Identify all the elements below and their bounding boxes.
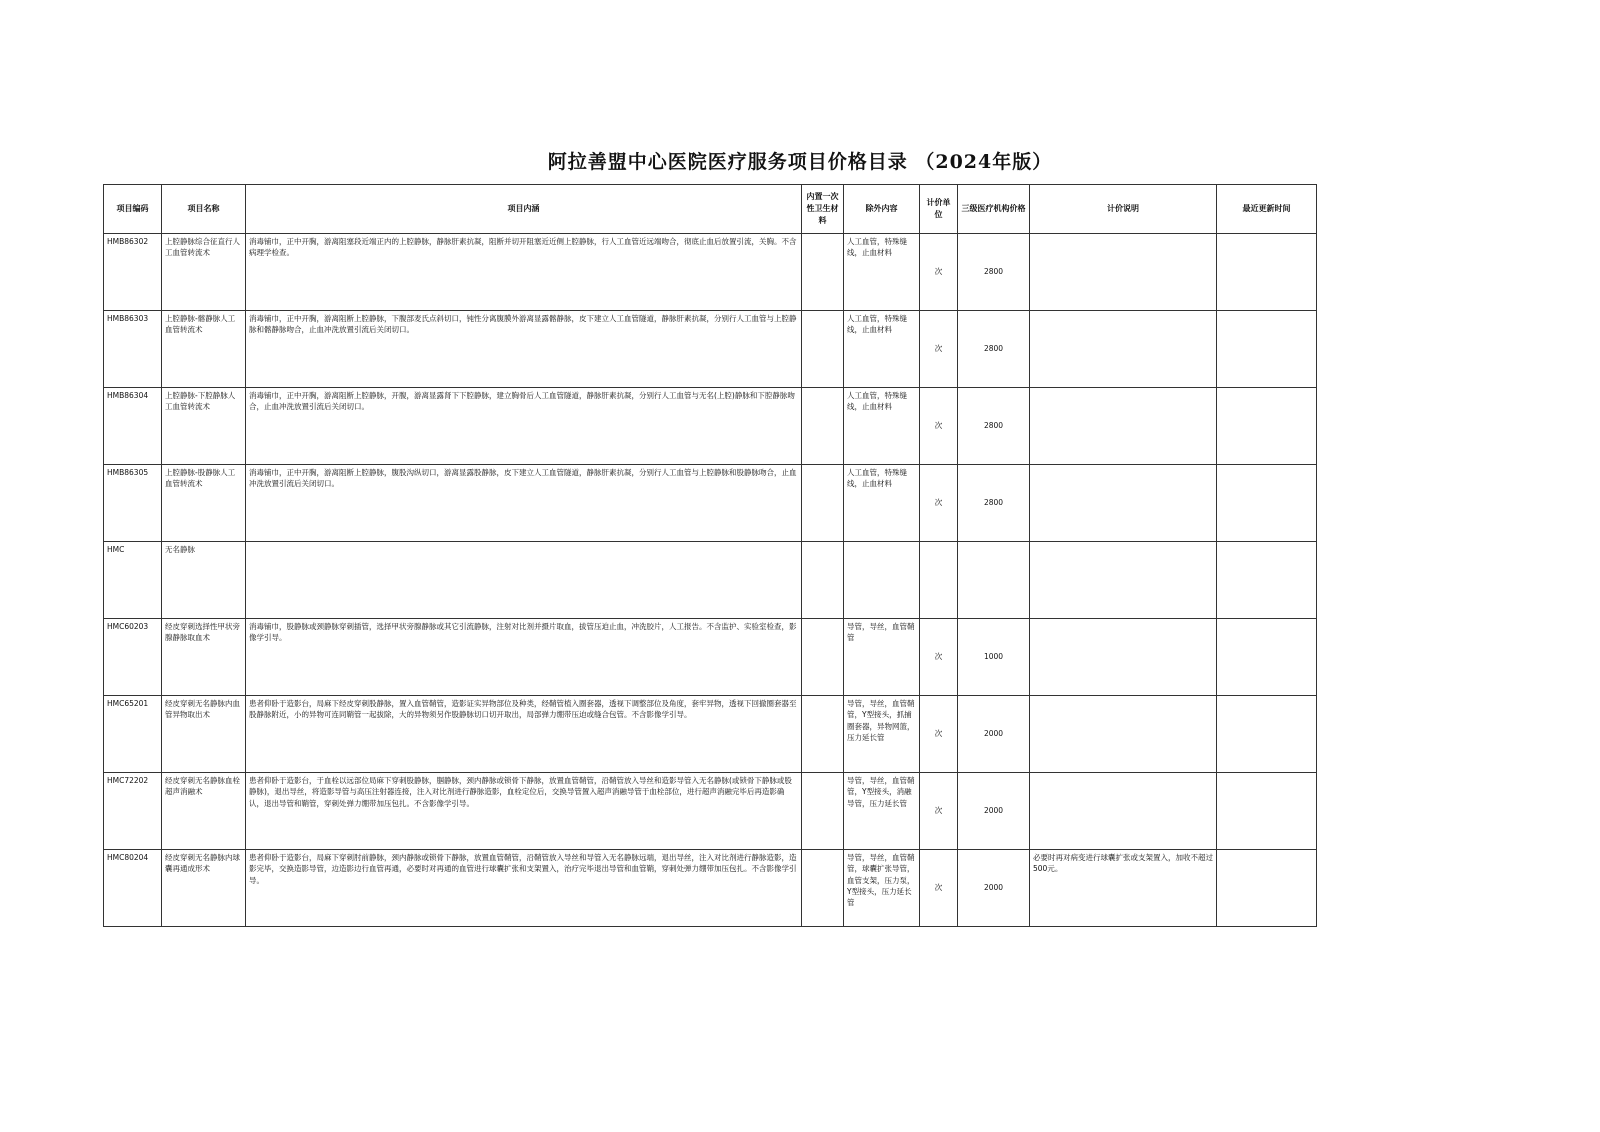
cell-price: 2800 xyxy=(958,465,1030,542)
cell-updated xyxy=(1217,542,1317,619)
cell-content xyxy=(246,542,802,619)
cell-notes xyxy=(1030,234,1217,311)
cell-excluded: 导管，导丝，血管鞘管，Y型接头，抓捕圈套器，异物网篮，压力延长管 xyxy=(844,696,920,773)
cell-content: 消毒铺巾，正中开胸，游离阻塞段近端正内的上腔静脉，静脉肝素抗凝，阻断并切开阻塞近近侧上腔静脉，行人工血管近远端吻合，彻底止血后放置引流，关胸。不含病理学检查。 xyxy=(246,234,802,311)
cell-name: 无名静脉 xyxy=(162,542,246,619)
cell-name: 上腔静脉-下腔静脉人工血管转流术 xyxy=(162,388,246,465)
table-row xyxy=(104,619,1317,696)
cell-name: 经皮穿刺无名静脉内血管异物取出术 xyxy=(162,696,246,773)
cell-notes xyxy=(1030,311,1217,388)
page-title: 阿拉善盟中心医院医疗服务项目价格目录 （2024年版） xyxy=(547,151,1053,173)
cell-excluded: 导管，导丝，血管鞘管，球囊扩张导管，血管支架，压力泵，Y型接头，压力延长管 xyxy=(844,850,920,927)
cell-unit xyxy=(920,542,958,619)
cell-code: HMC72202 xyxy=(104,773,162,850)
cell-consumables xyxy=(802,619,844,696)
table-row xyxy=(104,388,1317,465)
cell-unit: 次 xyxy=(920,619,958,696)
header-content: 项目内涵 xyxy=(246,185,802,234)
header-code: 项目编码 xyxy=(104,185,162,234)
cell-notes xyxy=(1030,465,1217,542)
table-row xyxy=(104,465,1317,542)
table-row xyxy=(104,850,1317,927)
cell-code: HMB86303 xyxy=(104,311,162,388)
cell-notes xyxy=(1030,542,1217,619)
cell-unit: 次 xyxy=(920,388,958,465)
cell-excluded: 人工血管，特殊缝线，止血材料 xyxy=(844,388,920,465)
cell-consumables xyxy=(802,465,844,542)
cell-notes xyxy=(1030,619,1217,696)
cell-updated xyxy=(1217,234,1317,311)
cell-unit: 次 xyxy=(920,234,958,311)
cell-content: 患者仰卧于造影台，于血栓以远部位局麻下穿刺股静脉，腘静脉，颈内静脉或锁骨下静脉，放置血管鞘管，沿鞘管放入导丝和造影导管入无名静脉(或锁骨下静脉或股静脉)，退出导丝，将造影导管与高压注射器连接，注入对比剂进行静脉造影，血栓定位后，交换导管置入超声消融导管于血栓部位，进行超声消融完毕后再造影确认，退出导管和鞘管，穿刺处弹力绷带加压包扎。不含影像学引导。 xyxy=(246,773,802,850)
cell-unit: 次 xyxy=(920,773,958,850)
cell-code: HMC80204 xyxy=(104,850,162,927)
cell-name: 经皮穿刺无名静脉内球囊再通成形术 xyxy=(162,850,246,927)
cell-price: 2000 xyxy=(958,696,1030,773)
cell-consumables xyxy=(802,696,844,773)
cell-price: 2800 xyxy=(958,234,1030,311)
cell-unit: 次 xyxy=(920,696,958,773)
cell-price: 2000 xyxy=(958,850,1030,927)
cell-excluded: 人工血管，特殊缝线，止血材料 xyxy=(844,234,920,311)
cell-content: 消毒铺巾，股静脉或颈静脉穿刺插管，选择甲状旁腺静脉或其它引流静脉，注射对比剂并摄片取血，拔管压迫止血，冲洗胶片，人工报告。不含监护、实验室检查，影像学引导。 xyxy=(246,619,802,696)
cell-price: 2800 xyxy=(958,388,1030,465)
cell-consumables xyxy=(802,311,844,388)
header-excluded: 除外内容 xyxy=(844,185,920,234)
cell-notes xyxy=(1030,773,1217,850)
cell-name: 经皮穿刺选择性甲状旁腺静脉取血术 xyxy=(162,619,246,696)
cell-name: 上腔静脉综合征直行人工血管转流术 xyxy=(162,234,246,311)
cell-excluded: 导管，导丝，血管鞘管 xyxy=(844,619,920,696)
cell-content: 消毒铺巾，正中开胸，游离阻断上腔静脉，开腹，游离显露肾下下腔静脉，建立胸骨后人工血管隧道，静脉肝素抗凝，分别行人工血管与无名(上腔)静脉和下腔静脉吻合，止血冲洗放置引流后关闭切口。 xyxy=(246,388,802,465)
cell-updated xyxy=(1217,311,1317,388)
cell-name: 经皮穿刺无名静脉血栓超声消融术 xyxy=(162,773,246,850)
table-row xyxy=(104,696,1317,773)
cell-notes: 必要时再对病变进行球囊扩张或支架置入，加收不超过500元。 xyxy=(1030,850,1217,927)
cell-content: 消毒铺巾，正中开胸，游离阻断上腔静脉，下腹部麦氏点斜切口，钝性分离腹膜外游离显露髂静脉，皮下建立人工血管隧道，静脉肝素抗凝，分别行人工血管与上腔静脉和髂静脉吻合，止血冲洗放置引流后关闭切口。 xyxy=(246,311,802,388)
cell-notes xyxy=(1030,388,1217,465)
cell-consumables xyxy=(802,850,844,927)
cell-consumables xyxy=(802,234,844,311)
cell-unit: 次 xyxy=(920,311,958,388)
cell-excluded: 人工血管，特殊缝线，止血材料 xyxy=(844,465,920,542)
table-row xyxy=(104,542,1317,619)
cell-price: 2800 xyxy=(958,311,1030,388)
cell-consumables xyxy=(802,388,844,465)
cell-name: 上腔静脉-髂静脉人工血管转流术 xyxy=(162,311,246,388)
table-row xyxy=(104,311,1317,388)
cell-updated xyxy=(1217,696,1317,773)
price-table xyxy=(103,184,1317,927)
table-row xyxy=(104,234,1317,311)
cell-code: HMB86305 xyxy=(104,465,162,542)
cell-code: HMB86304 xyxy=(104,388,162,465)
cell-consumables xyxy=(802,773,844,850)
header-updated: 最近更新时间 xyxy=(1217,185,1317,234)
cell-excluded: 人工血管，特殊缝线，止血材料 xyxy=(844,311,920,388)
cell-unit: 次 xyxy=(920,850,958,927)
cell-name: 上腔静脉-股静脉人工血管转流术 xyxy=(162,465,246,542)
header-notes: 计价说明 xyxy=(1030,185,1217,234)
header-name: 项目名称 xyxy=(162,185,246,234)
table-header-row xyxy=(104,185,1317,234)
cell-excluded xyxy=(844,542,920,619)
cell-price xyxy=(958,542,1030,619)
cell-content: 患者仰卧于造影台，局麻下穿刺肘前静脉，颈内静脉或锁骨下静脉，放置血管鞘管，沿鞘管放入导丝和导管入无名静脉远端，退出导丝，注入对比剂进行静脉造影，造影完毕，交换造影导管，边造影边行血管再通，必要时对再通的血管进行球囊扩张和支架置入，治疗完毕退出导管和血管鞘，穿刺处弹力绷带加压包扎。不含影像学引导。 xyxy=(246,850,802,927)
cell-updated xyxy=(1217,465,1317,542)
cell-content: 消毒铺巾，正中开胸，游离阻断上腔静脉，腹股沟纵切口，游离显露股静脉，皮下建立人工血管隧道，静脉肝素抗凝，分别行人工血管与上腔静脉和股静脉吻合，止血冲洗放置引流后关闭切口。 xyxy=(246,465,802,542)
cell-consumables xyxy=(802,542,844,619)
cell-content: 患者仰卧于造影台，局麻下经皮穿刺股静脉，置入血管鞘管，造影证实异物部位及种类，经鞘管植入圈套器，透视下调整部位及角度，套牢异物，透视下回撤圈套器至股静脉附近，小的异物可连同鞘管一起拔除，大的异物须另作股静脉切口切开取出，局部弹力绷带压迫或缝合包管。不含影像学引导。 xyxy=(246,696,802,773)
cell-price: 2000 xyxy=(958,773,1030,850)
header-unit: 计价单位 xyxy=(920,185,958,234)
cell-notes xyxy=(1030,696,1217,773)
cell-code: HMC60203 xyxy=(104,619,162,696)
cell-updated xyxy=(1217,850,1317,927)
header-price: 三级医疗机构价格 xyxy=(958,185,1030,234)
cell-excluded: 导管，导丝，血管鞘管，Y型接头，消融导管，压力延长管 xyxy=(844,773,920,850)
cell-code: HMC65201 xyxy=(104,696,162,773)
cell-price: 1000 xyxy=(958,619,1030,696)
table-row xyxy=(104,773,1317,850)
cell-unit: 次 xyxy=(920,465,958,542)
cell-code: HMB86302 xyxy=(104,234,162,311)
cell-updated xyxy=(1217,388,1317,465)
cell-updated xyxy=(1217,773,1317,850)
header-consumables: 内置一次性卫生材料 xyxy=(802,185,844,234)
cell-code: HMC xyxy=(104,542,162,619)
cell-updated xyxy=(1217,619,1317,696)
